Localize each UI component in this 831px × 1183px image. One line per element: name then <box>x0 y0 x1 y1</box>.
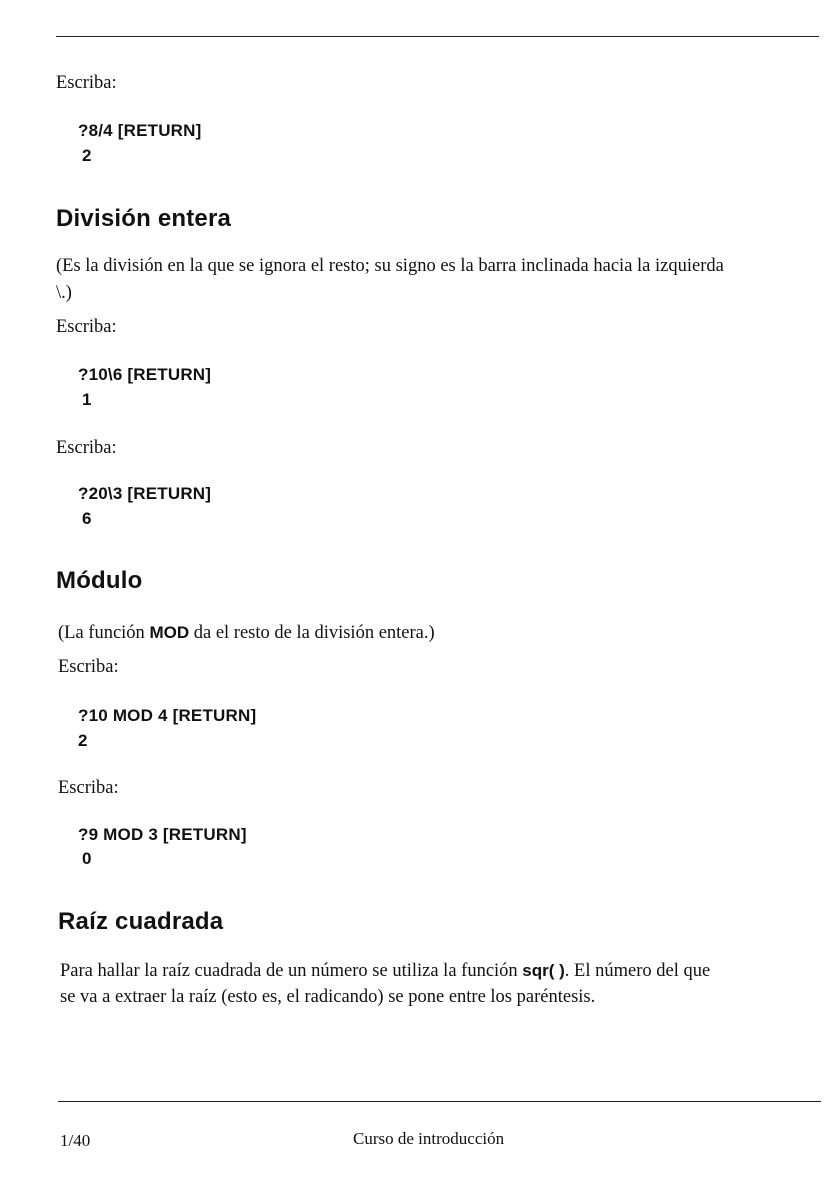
page-number: 1/40 <box>60 1131 91 1150</box>
command-result: 2 <box>82 146 92 165</box>
section-heading-division-entera: División entera <box>56 205 232 232</box>
escriba-label: Escriba: <box>56 438 117 458</box>
text-span: da el resto de la división entera.) <box>189 623 435 643</box>
section-heading-modulo: Módulo <box>56 567 143 594</box>
escriba-label: Escriba: <box>58 778 119 798</box>
command-line: ?9 MOD 3 [RETURN] <box>78 825 247 844</box>
command-line: ?10\6 [RETURN] <box>78 365 212 384</box>
section-heading-raiz-cuadrada: Raíz cuadrada <box>58 908 224 935</box>
text-span: (La función <box>58 623 150 643</box>
command-line: ?20\3 [RETURN] <box>78 484 212 503</box>
top-rule <box>56 36 819 37</box>
command-line: ?10 MOD 4 [RETURN] <box>78 706 257 725</box>
paragraph-line: se va a extraer la raíz (esto es, el radicando) se pone entre los paréntesis. <box>60 987 596 1007</box>
text-span: . El número del que <box>564 961 711 981</box>
keyword-sqr: sqr( ) <box>522 961 565 980</box>
keyword-mod: MOD <box>149 623 190 642</box>
escriba-label: Escriba: <box>56 317 117 337</box>
command-result: 6 <box>82 509 92 528</box>
command-result: 2 <box>78 731 88 750</box>
command-result: 1 <box>82 390 92 409</box>
escriba-label: Escriba: <box>56 73 117 93</box>
bottom-rule <box>58 1101 821 1102</box>
paragraph-line: (Es la división en la que se ignora el resto; su signo es la barra inclinada hacia la izquierda <box>56 256 724 276</box>
footer-title: Curso de introducción <box>353 1129 505 1148</box>
paragraph-line <box>60 957 710 985</box>
escriba-label: Escriba: <box>58 657 119 677</box>
command-result: 0 <box>82 849 92 868</box>
paragraph-line <box>58 619 435 647</box>
text-span: Para hallar la raíz cuadrada de un número se utiliza la función <box>60 961 523 981</box>
paragraph-line: \.) <box>56 283 72 303</box>
command-line: ?8/4 [RETURN] <box>78 121 202 140</box>
